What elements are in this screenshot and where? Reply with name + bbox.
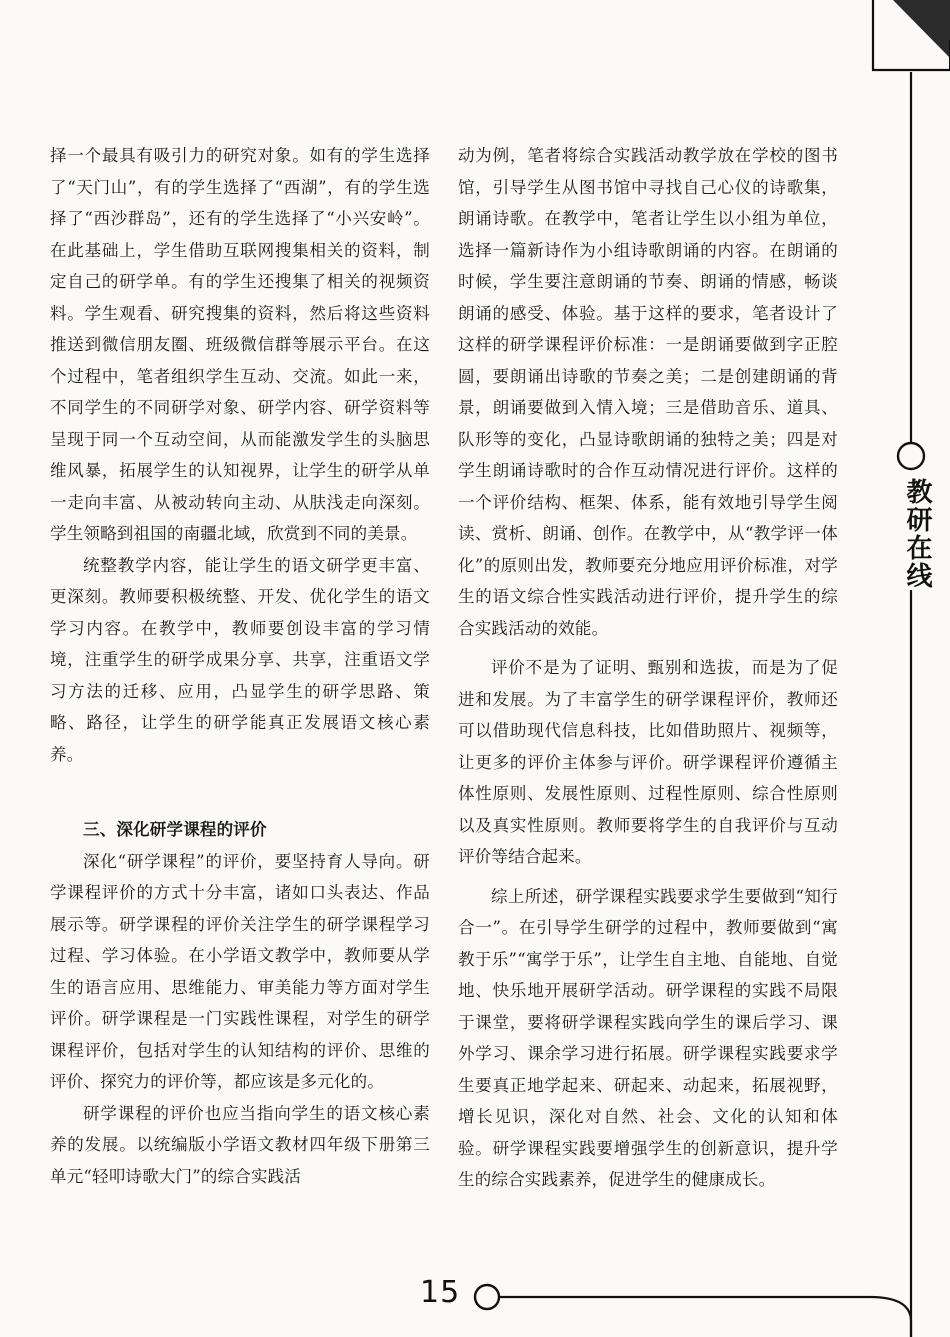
corner-triangle xyxy=(893,0,950,58)
right-paragraph-2: 评价不是为了证明、甄别和选拔，而是为了促进和发展。为了丰富学生的研学课程评价，教师还可以借助现代信息科技，比如借助照片、视频等，让更多的评价主体参与评价。研学课程评价遵循主体性原则、发展性原则、过程性原则、综合性原则以及真实性原则。教师要将学生的自我评价与互动评价等结合起来。 xyxy=(458,658,838,866)
side-circle-icon xyxy=(898,443,924,469)
spacer xyxy=(50,770,430,814)
section-heading: 三、深化研学课程的评价 xyxy=(83,820,267,839)
left-paragraph-4: 研学课程的评价也应当指向学生的语文核心素养的发展。以统编版小学语文教材四年级下册第三单元“轻叩诗歌大门”的综合实践活 xyxy=(50,1103,430,1186)
page-number: 15 xyxy=(420,1275,461,1310)
left-paragraph-1: 择一个最具有吸引力的研究对象。如有的学生选择了“天门山”，有的学生选择了“西湖”，有的学生选择了“西沙群岛”，还有的学生选择了“小兴安岭”。在此基础上，学生借助互联网搜集相关的资料，制定自己的研学单。有的学生还搜集了相关的视频资料。学生观看、研究搜集的资料，然后将这些资料推送到微信朋友圈、班级微信群等展示平台。在这个过程中，笔者组织学生互动、交流。如此一来，不同学生的不同研学对象、研学内容、研学资料等呈现于同一个互动空间，从而能激发学生的头脑思维风暴，拓展学生的认知视界，让学生的研学从单一走向丰富、从被动转向主动、从肤浅走向深刻。学生领略到祖国的南疆北域，欣赏到不同的美景。 xyxy=(50,146,430,543)
left-paragraph-2: 统整教学内容，能让学生的语文研学更丰富、更深刻。教师要积极统整、开发、优化学生的语文学习内容。在教学中，教师要创设丰富的学习情境，注重学生的研学成果分享、共享，注重语文学习方法的迁移、应用，凸显学生的研学思路、策略、路径，让学生的研学能真正发展语文核心素养。 xyxy=(50,555,430,764)
spacer xyxy=(458,644,838,652)
section-label: 教研在线 xyxy=(902,478,932,590)
right-paragraph-3: 综上所述，研学课程实践要求学生要做到“知行合一”。在引导学生研学的过程中，教师要做到“寓教于乐”“寓学于乐”，让学生自主地、自能地、自觉地、快乐地开展研学活动。研学课程的实践不局限于课堂，要将研学课程实践向学生的课后学习、课外学习、课余学习进行拓展。研学课程实践要求学生要真正地学起来、研起来、动起来，拓展视野，增长见识，深化对自然、社会、文化的认知和体验。研学课程实践要增强学生的创新意识，提升学生的综合实践素养，促进学生的健康成长。 xyxy=(458,886,838,1189)
left-column xyxy=(50,140,430,1192)
right-paragraph-1: 动为例，笔者将综合实践活动教学放在学校的图书馆，引导学生从图书馆中寻找自己心仪的诗歌集，朗诵诗歌。在教学中，笔者让学生以小组为单位，选择一篇新诗作为小组诗歌朗诵的内容。在朗诵的时候，学生要注意朗诵的节奏、朗诵的情感，畅谈朗诵的感受、体验。基于这样的要求，笔者设计了这样的研学课程评价标准：一是朗诵要做到字正腔圆，要朗诵出诗歌的节奏之美；二是创建朗诵的背景，朗诵要做到入情入境；三是借助音乐、道具、队形等的变化，凸显诗歌朗诵的独特之美；四是对学生朗诵诗歌时的合作互动情况进行评价。这样的一个评价结构、框架、体系，能有效地引导学生阅读、赏析、朗诵、创作。在教学中，从“教学评一体化”的原则出发，教师要充分地应用评价标准，对学生的语文综合性实践活动进行评价，提升学生的综合实践活动的效能。 xyxy=(458,146,838,638)
footer-rule xyxy=(499,1297,911,1337)
footer-circle-icon xyxy=(475,1285,499,1309)
left-paragraph-3: 深化“研学课程”的评价，要坚持育人导向。研学课程评价的方式十分丰富，诸如口头表达、作品展示等。研学课程的评价关注学生的研学课程学习过程、学习体验。在小学语文教学中，教师要从学生的语言应用、思维能力、审美能力等方面对学生评价。研学课程是一门实践性课程，对学生的研学课程评价，包括对学生的认知结构的评价、思维的评价、探究力的评价等，都应该是多元化的。 xyxy=(50,851,430,1091)
spacer xyxy=(458,873,838,881)
right-column xyxy=(458,140,838,1196)
